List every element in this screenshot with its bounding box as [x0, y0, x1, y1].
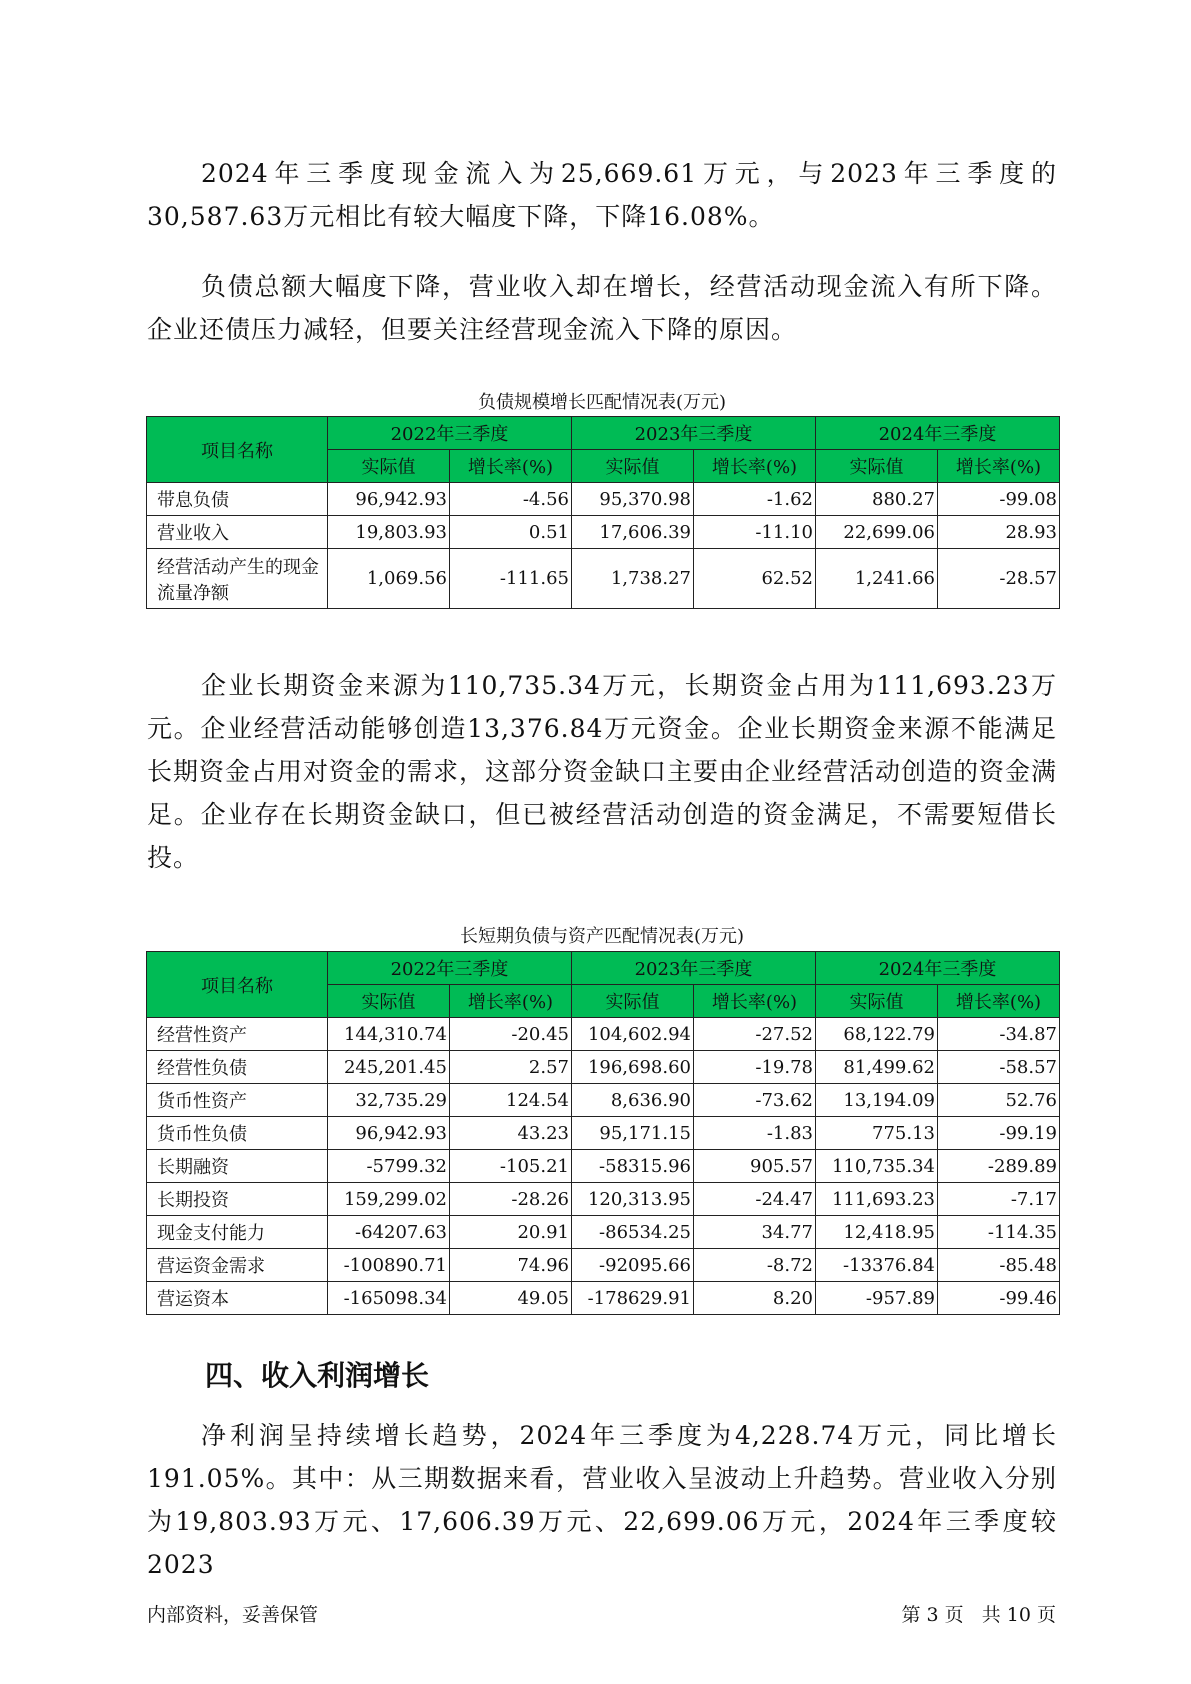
liability-asset-match-table: [146, 951, 1060, 1315]
table-row: [147, 1051, 1060, 1084]
cell-value: 12,418.95: [816, 1216, 938, 1249]
period-header: 2024年三季度: [816, 417, 1060, 450]
cell-value: -114.35: [938, 1216, 1060, 1249]
cell-value: 1,241.66: [816, 549, 938, 609]
cell-value: -27.52: [694, 1018, 816, 1051]
cell-value: -28.57: [938, 549, 1060, 609]
row-name: 货币性资产: [147, 1084, 328, 1117]
cell-value: -165098.34: [328, 1282, 450, 1315]
row-name: 现金支付能力: [147, 1216, 328, 1249]
item-name-header: 项目名称: [147, 417, 328, 483]
cell-value: 68,122.79: [816, 1018, 938, 1051]
row-name: 营运资本: [147, 1282, 328, 1315]
debt-growth-table: [146, 416, 1060, 609]
cell-value: -28.26: [450, 1183, 572, 1216]
table-row: [147, 549, 1060, 609]
cell-value: -99.19: [938, 1117, 1060, 1150]
table-row: [147, 1282, 1060, 1315]
cell-value: 775.13: [816, 1117, 938, 1150]
cell-value: 34.77: [694, 1216, 816, 1249]
cell-value: 8.20: [694, 1282, 816, 1315]
cell-value: -64207.63: [328, 1216, 450, 1249]
row-name: 营运资金需求: [147, 1249, 328, 1282]
actual-value-header: 实际值: [328, 450, 450, 483]
cell-value: -1.62: [694, 483, 816, 516]
cell-value: -289.89: [938, 1150, 1060, 1183]
cell-value: -20.45: [450, 1018, 572, 1051]
actual-value-header: 实际值: [328, 985, 450, 1018]
cell-value: 13,194.09: [816, 1084, 938, 1117]
cell-value: 62.52: [694, 549, 816, 609]
cell-value: -100890.71: [328, 1249, 450, 1282]
period-header: 2022年三季度: [328, 952, 572, 985]
cell-value: 2.57: [450, 1051, 572, 1084]
growth-rate-header: 增长率(%): [938, 985, 1060, 1018]
cell-value: -105.21: [450, 1150, 572, 1183]
cell-value: -111.65: [450, 549, 572, 609]
cell-value: -5799.32: [328, 1150, 450, 1183]
actual-value-header: 实际值: [572, 450, 694, 483]
table-row: [147, 1084, 1060, 1117]
paragraph-profit-growth: 净利润呈持续增长趋势，2024年三季度为4,228.74万元，同比增长191.05%。其中：从三期数据来看，营业收入呈波动上升趋势。营业收入分别为19,803.93万元、17,606.39万元、22,699.06万元，2024年三季度较2023: [147, 1421, 1057, 1579]
row-name: 货币性负债: [147, 1117, 328, 1150]
cell-value: -92095.66: [572, 1249, 694, 1282]
cell-value: -24.47: [694, 1183, 816, 1216]
growth-rate-header: 增长率(%): [694, 985, 816, 1018]
section-heading: 四、收入利润增长: [205, 1359, 430, 1392]
actual-value-header: 实际值: [572, 985, 694, 1018]
cell-value: 17,606.39: [572, 516, 694, 549]
cell-value: -8.72: [694, 1249, 816, 1282]
actual-value-header: 实际值: [816, 985, 938, 1018]
footer-page-number: 第 3 页 共 10 页: [901, 1604, 1056, 1626]
table-row: [147, 1216, 1060, 1249]
row-name: 营业收入: [147, 516, 328, 549]
cell-value: -7.17: [938, 1183, 1060, 1216]
row-name: 长期投资: [147, 1183, 328, 1216]
row-name: 带息负债: [147, 483, 328, 516]
period-header: 2023年三季度: [572, 417, 816, 450]
cell-value: 43.23: [450, 1117, 572, 1150]
cell-value: 245,201.45: [328, 1051, 450, 1084]
cell-value: 20.91: [450, 1216, 572, 1249]
cell-value: 22,699.06: [816, 516, 938, 549]
cell-value: 120,313.95: [572, 1183, 694, 1216]
cell-value: -58.57: [938, 1051, 1060, 1084]
table-row: [147, 1183, 1060, 1216]
cell-value: -58315.96: [572, 1150, 694, 1183]
cell-value: 196,698.60: [572, 1051, 694, 1084]
cell-value: -178629.91: [572, 1282, 694, 1315]
cell-value: 1,738.27: [572, 549, 694, 609]
cell-value: -4.56: [450, 483, 572, 516]
actual-value-header: 实际值: [816, 450, 938, 483]
period-header: 2022年三季度: [328, 417, 572, 450]
cell-value: 1,069.56: [328, 549, 450, 609]
table-row: [147, 1018, 1060, 1051]
cell-value: 74.96: [450, 1249, 572, 1282]
cell-value: 159,299.02: [328, 1183, 450, 1216]
growth-rate-header: 增长率(%): [450, 985, 572, 1018]
row-name: 经营活动产生的现金流量净额: [147, 549, 328, 609]
cell-value: 8,636.90: [572, 1084, 694, 1117]
row-name: 经营性资产: [147, 1018, 328, 1051]
cell-value: 28.93: [938, 516, 1060, 549]
paragraph-long-term-funds: 企业长期资金来源为110,735.34万元，长期资金占用为111,693.23万元。企业经营活动能够创造13,376.84万元资金。企业长期资金来源不能满足长期资金占用对资金的需求，这部分资金缺口主要由企业经营活动创造的资金满足。企业存在长期资金缺口，但已被经营活动创造的资金满足，不需要短借长投。: [147, 671, 1058, 872]
table-row: [147, 1150, 1060, 1183]
table2-caption: 长短期负债与资产匹配情况表(万元): [459, 926, 745, 947]
cell-value: -11.10: [694, 516, 816, 549]
cell-value: -99.46: [938, 1282, 1060, 1315]
cell-value: 111,693.23: [816, 1183, 938, 1216]
cell-value: -19.78: [694, 1051, 816, 1084]
row-name: 经营性负债: [147, 1051, 328, 1084]
table-row: [147, 516, 1060, 549]
cell-value: 905.57: [694, 1150, 816, 1183]
footer-confidential: 内部资料，妥善保管: [147, 1604, 319, 1626]
table1-caption: 负债规模增长匹配情况表(万元): [477, 392, 727, 413]
cell-value: 52.76: [938, 1084, 1060, 1117]
cell-value: 95,370.98: [572, 483, 694, 516]
paragraph-cash-inflow: 2024年三季度现金流入为25,669.61万元，与2023年三季度的30,587.63万元相比有较大幅度下降，下降16.08%。: [147, 159, 1057, 231]
table-row: [147, 483, 1060, 516]
cell-value: 104,602.94: [572, 1018, 694, 1051]
cell-value: 95,171.15: [572, 1117, 694, 1150]
growth-rate-header: 增长率(%): [938, 450, 1060, 483]
cell-value: -86534.25: [572, 1216, 694, 1249]
period-header: 2023年三季度: [572, 952, 816, 985]
cell-value: -34.87: [938, 1018, 1060, 1051]
cell-value: -957.89: [816, 1282, 938, 1315]
cell-value: 880.27: [816, 483, 938, 516]
cell-value: 49.05: [450, 1282, 572, 1315]
cell-value: -85.48: [938, 1249, 1060, 1282]
cell-value: 124.54: [450, 1084, 572, 1117]
cell-value: -1.83: [694, 1117, 816, 1150]
cell-value: 81,499.62: [816, 1051, 938, 1084]
cell-value: -99.08: [938, 483, 1060, 516]
cell-value: -73.62: [694, 1084, 816, 1117]
cell-value: 96,942.93: [328, 1117, 450, 1150]
table-row: [147, 1117, 1060, 1150]
growth-rate-header: 增长率(%): [694, 450, 816, 483]
cell-value: 19,803.93: [328, 516, 450, 549]
paragraph-debt-summary: 负债总额大幅度下降，营业收入却在增长，经营活动现金流入有所下降。企业还债压力减轻，但要关注经营现金流入下降的原因。: [147, 272, 1057, 344]
cell-value: 0.51: [450, 516, 572, 549]
cell-value: 144,310.74: [328, 1018, 450, 1051]
cell-value: 32,735.29: [328, 1084, 450, 1117]
item-name-header: 项目名称: [147, 952, 328, 1018]
cell-value: 96,942.93: [328, 483, 450, 516]
period-header: 2024年三季度: [816, 952, 1060, 985]
table-row: [147, 1249, 1060, 1282]
cell-value: -13376.84: [816, 1249, 938, 1282]
cell-value: 110,735.34: [816, 1150, 938, 1183]
row-name: 长期融资: [147, 1150, 328, 1183]
growth-rate-header: 增长率(%): [450, 450, 572, 483]
